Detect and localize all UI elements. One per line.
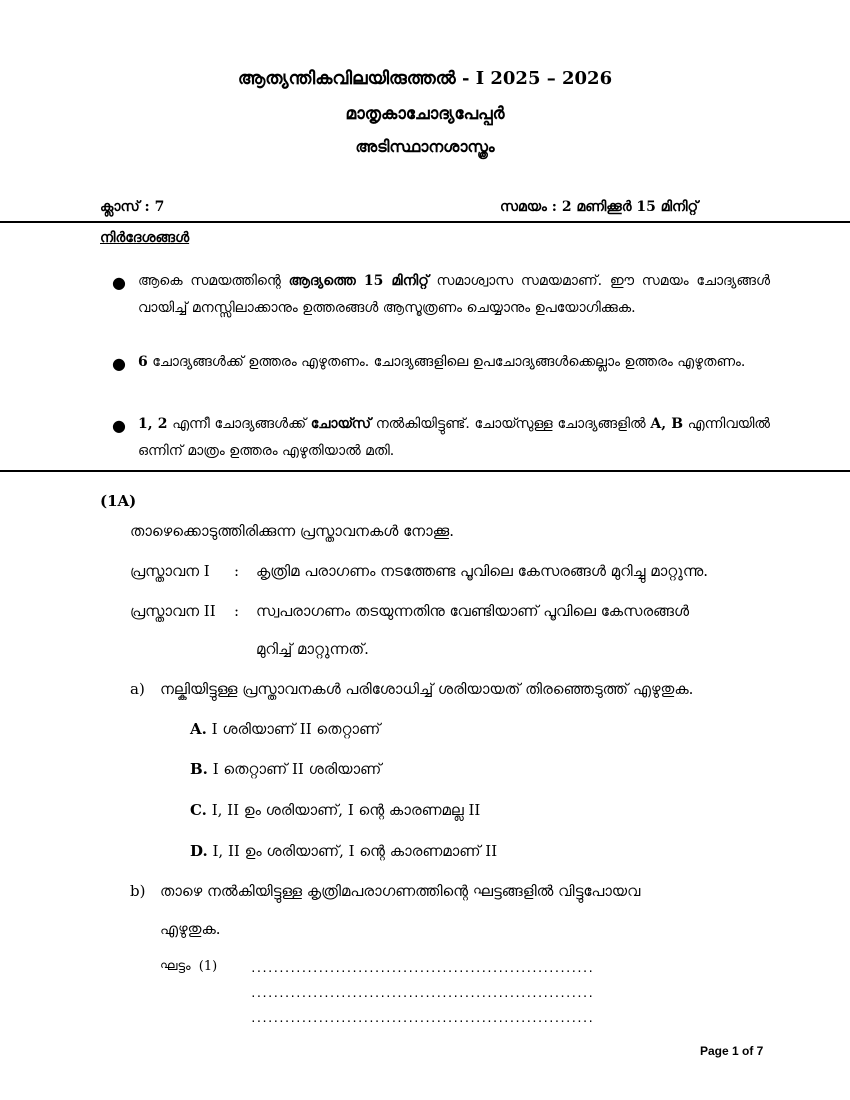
bullet-icon: ● <box>112 354 126 373</box>
colon: : <box>234 562 240 580</box>
option-b: B. I തെറ്റാണ് II ശരിയാണ് <box>190 760 382 778</box>
answer-blank-line: ............................................................. <box>250 1012 593 1025</box>
page-number: Page 1 of 7 <box>700 1044 764 1058</box>
statement-2 <box>130 602 689 620</box>
bullet-icon: ● <box>112 416 126 435</box>
bullet-icon: ● <box>112 273 126 292</box>
statement-2-label: പ്രസ്താവന II <box>130 602 216 620</box>
answer-blank-line: ............................................................. <box>250 962 593 975</box>
option-d: D. I, II ഉം ശരിയാണ്, I ന്റെ കാരണമാണ് II <box>190 842 498 860</box>
instruction-1: ആകെ സമയത്തിന്റെ ആദ്യത്തെ 15 മിനിറ്റ് സമാശ്വാസ സമയമാണ്. ഈ സമയം ചോദ്യങ്ങൾ വായിച്ച് മനസ്സിലാക്കാനും ഉത്തരങ്ങൾ ആസൂത്രണം ചെയ്യാനും ഉപയോഗിക്കുക. <box>138 273 771 316</box>
question-intro: താഴെക്കൊടുത്തിരിക്കുന്ന പ്രസ്താവനകൾ നോക്കൂ. <box>130 522 454 540</box>
question-number: (1A) <box>100 492 137 510</box>
option-c: C. I, II ഉം ശരിയാണ്, I ന്റെ കാരണമല്ല II <box>190 801 481 819</box>
statement-2-text-cont: മുറിച്ച് മാറ്റുന്നത്. <box>256 640 369 658</box>
instructions-heading: നിർദേശങ്ങൾ <box>100 230 190 246</box>
statement-2-text: സ്വപരാഗണം തടയുന്നതിനു വേണ്ടിയാണ് പൂവിലെ കേസരങ്ങൾ <box>256 602 690 620</box>
subq-a-label: a) <box>130 680 145 698</box>
instructions-divider <box>0 470 850 472</box>
exam-title: ആത്യന്തികവിലയിരുത്തൽ - I 2025 – 2026 <box>237 68 613 89</box>
subq-b-label: b) <box>130 882 146 900</box>
subq-a-text: നല്കിയിട്ടുള്ള പ്രസ്താവനകൾ പരിശോധിച്ച് ശരിയായത് തിരഞ്ഞെടുത്ത് എഴുതുക. <box>160 680 694 698</box>
answer-blank-line: ............................................................. <box>250 987 593 1000</box>
colon: : <box>234 602 240 620</box>
exam-subtitle: മാതൃകാചോദ്യപേപ്പർ <box>345 104 505 124</box>
instruction-3: 1, 2 എന്നീ ചോദ്യങ്ങൾക്ക് ചോയ്സ് നൽകിയിട്ടുണ്ട്. ചോയ്സുള്ള ചോദ്യങ്ങളിൽ A, B എന്നിവയിൽ ഒന്നിന് മാത്രം ഉത്തരം എഴുതിയാൽ മതി. <box>138 416 770 459</box>
statement-1-text: കൃത്രിമ പരാഗണം നടത്തേണ്ട പൂവിലെ കേസരങ്ങൾ മുറിച്ചു മാറ്റുന്നു. <box>256 562 709 580</box>
subject-name: അടിസ്ഥാനശാസ്ത്രം <box>355 137 495 156</box>
time-label: സമയം : 2 മണിക്കൂർ 15 മിനിറ്റ് <box>500 199 699 215</box>
step-label: ഘട്ടം (1) <box>160 959 218 974</box>
top-divider <box>0 221 850 223</box>
instruction-2: 6 ചോദ്യങ്ങൾക്ക് ഉത്തരം എഴുതണം. ചോദ്യങ്ങളിലെ ഉപചോദ്യങ്ങൾക്കെല്ലാം ഉത്തരം എഴുതണം. <box>138 354 746 370</box>
class-label: ക്ലാസ് : 7 <box>100 199 165 215</box>
option-a: A. I ശരിയാണ് II തെറ്റാണ് <box>190 720 381 738</box>
statement-1 <box>130 562 708 580</box>
statement-1-label: പ്രസ്താവന I <box>130 562 210 580</box>
subq-b-text-cont: എഴുതുക. <box>160 920 221 938</box>
subq-b-text: താഴെ നൽകിയിട്ടുള്ള കൃത്രിമപരാഗണത്തിന്റെ ഘട്ടങ്ങളിൽ വിട്ടുപോയവ <box>160 882 641 900</box>
